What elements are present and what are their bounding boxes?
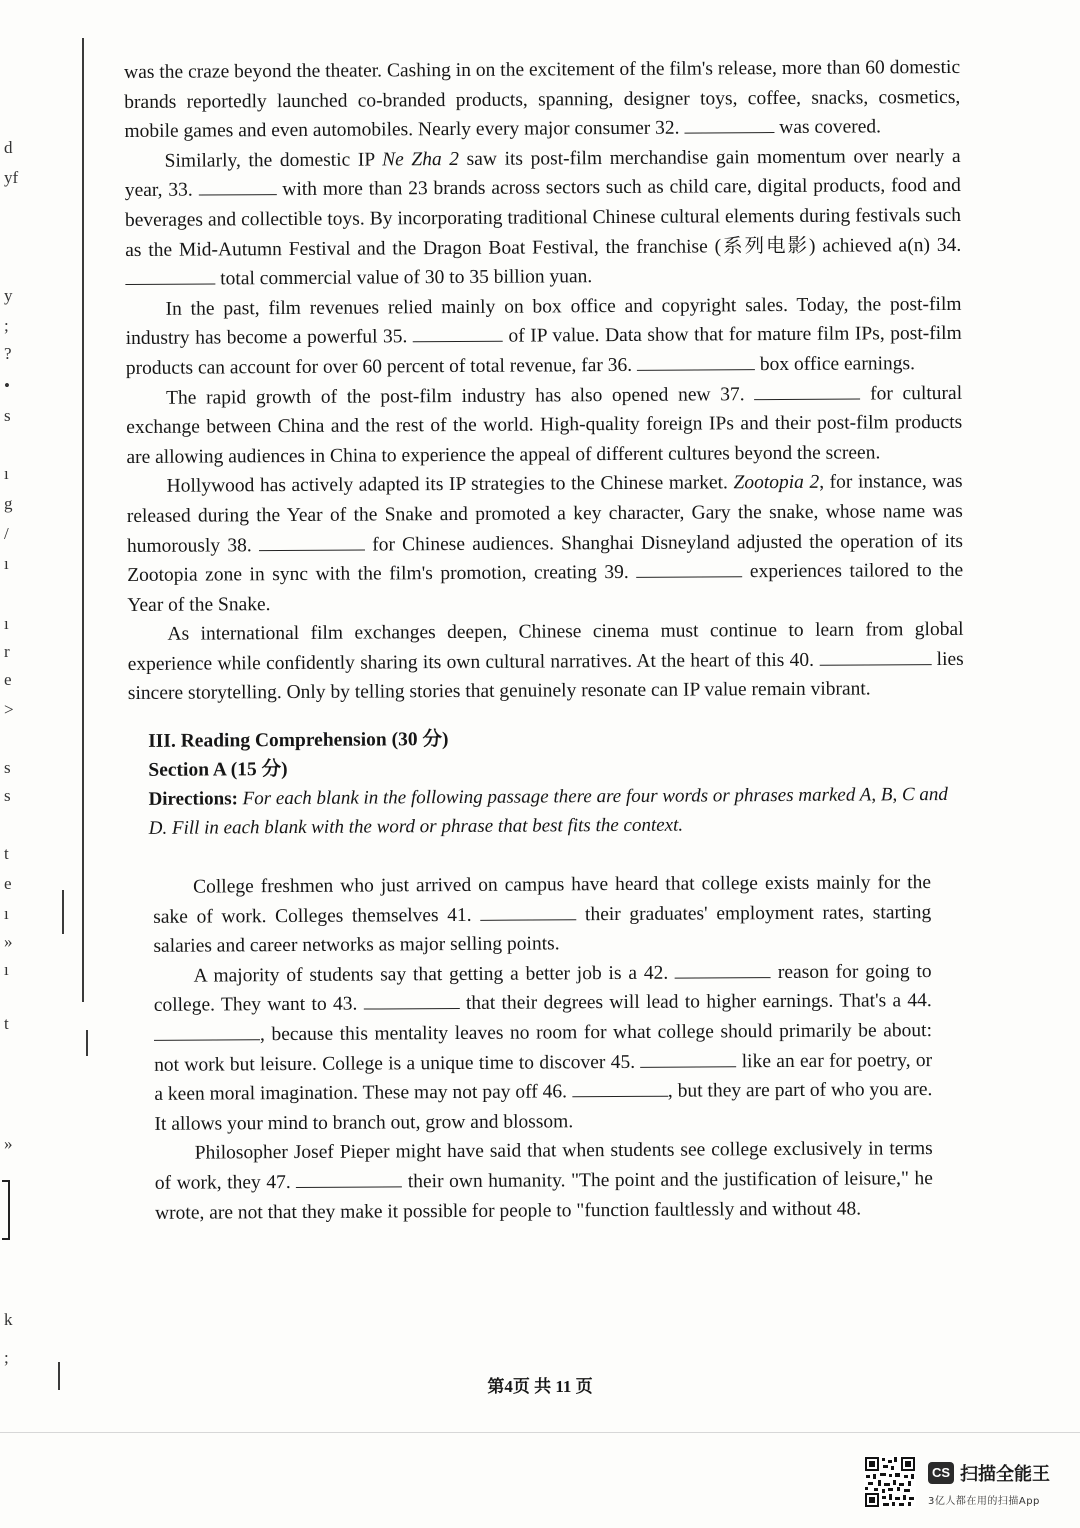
ip-title-ne-zha-2: Ne Zha 2 [381,148,460,171]
passage2-paragraph-3 [155,1134,934,1228]
exam-page-content [124,53,967,1228]
binding-line-lower [86,1030,88,1056]
directions [128,780,964,843]
passage-text: , but they are part of who you are. It allows your mind to branch out, grow and blossom. [154,1079,933,1135]
blank-47 [296,1168,402,1188]
passage-text: was covered. [779,116,882,139]
blank-39 [636,558,742,578]
blank-41 [480,901,576,921]
passage-text: experiences tailored to the Year of the Snake. [127,559,964,616]
blank-34 [125,266,215,286]
blank-35 [413,323,503,343]
binding-line-mid [62,890,64,934]
footer-divider [0,1432,1080,1433]
camscanner-logo-icon: CS [928,1462,954,1484]
passage-text: lies sincere storytelling. Only by telling stories that genuinely resonate can IP value remain vibrant. [127,648,964,705]
passage1-paragraph-1 [124,53,961,147]
margin-char: ı [4,614,9,633]
margin-char: ı [4,554,9,573]
margin-char: t [4,844,9,863]
passage-text: Hollywood has actively adapted its IP strategies to the Chinese market. [166,472,734,498]
margin-char: > [4,700,14,719]
passage2 [129,868,967,1228]
passage-text: reason for going to college. They want to 43. [153,960,932,1017]
scanner-tagline: 3亿人都在用的扫描App [928,1496,1040,1507]
margin-char: t [4,1014,9,1033]
blank-40 [819,646,931,666]
margin-char: ı [4,904,9,923]
margin-char: yf [4,168,19,187]
passage1-paragraph-6 [127,615,964,709]
passage-text: their own humanity. "The point and the justification of leisure," he wrote, are not that they make it possible for people to "function faultlessly and without 48. [154,1168,933,1224]
blank-33 [198,176,276,195]
blank-45 [640,1048,736,1068]
margin-char: ; [4,316,9,335]
binding-line-top [82,38,84,1002]
page-number: 第4页 共 11 页 [487,1377,593,1396]
margin-char: ı [4,960,9,979]
margin-char: ; [4,1348,9,1367]
left-margin-scan-artifacts [0,0,40,1528]
passage2-paragraph-2 [154,957,933,1139]
margin-char: r [4,642,10,661]
passage-text: for cultural exchange between China and the rest of the world. High-quality foreign IPs and their post-film products are allowing audiences in China to experience the appeal of different cultures beyond the screen. [126,382,963,468]
passage2-paragraph-1 [153,868,932,962]
passage-text: with more than 23 brands across sectors such as child care, digital products, food and beverages and collectible toys. By incorporating traditional Chinese cultural elements during festivals such as the Mid-Autumn Festival and the Dragon Boat Festival, the franchise (系列电影) achieved a(n) 34. [124,175,962,261]
passage-text: like an ear for poetry, or a keen moral imagination. These may not pay off 46. [154,1049,933,1106]
margin-char: s [4,406,11,425]
passage-text: that their degrees will lead to higher earnings. That's a 44. [465,990,932,1015]
margin-char: s [4,758,11,777]
blank-43 [364,990,460,1010]
margin-char: ? [4,344,12,363]
blank-36 [637,351,755,371]
blank-46 [572,1078,668,1098]
margin-char: s [4,786,11,805]
margin-char: » [4,932,13,951]
film-title-zootopia-2: Zootopia 2 [733,472,820,494]
margin-char: y [4,286,13,305]
passage1-paragraph-5 [127,467,964,620]
directions-text: For each blank in the following passage there are four words or phrases marked A, B, C and D. Fill in each blank with the word or phrase that best fits the context. [148,784,948,839]
margin-char: e [4,670,12,689]
passage1-paragraph-4 [126,378,963,472]
blank-37 [754,380,860,400]
subsection-heading: Section A (15 分) [148,759,288,781]
passage-text: Similarly, the domestic IP [164,149,383,172]
passage-text: saw its post-film merchandise gain momentum over nearly a year, 33. [124,145,961,202]
passage1-paragraph-3 [125,290,962,384]
directions-label: Directions: [148,788,238,810]
passage-text: for Chinese audiences. Shanghai Disneyland adjusted the operation of its Zootopia zone in sync with the film's promotion, creating 39. [127,530,964,587]
passage-text: was the craze beyond the theater. Cashing in on the excitement of the film's release, more than 60 domestic brands reportedly launched co-branded products, spanning, designer toys, coffee, snacks, cosmetics, mobile games and even automobiles. Nearly every major consumer 32. [124,56,961,143]
margin-char: » [4,1134,13,1153]
passage-text: , for instance, was released during the Year of the Snake and promoted a key character, Gary the snake, whose name was humorously 38. [126,471,963,557]
margin-char: d [4,138,13,157]
passage-text: their graduates' employment rates, starting salaries and career networks as major selling points. [153,901,932,958]
scanner-app-name: 扫描全能王 [960,1464,1050,1485]
passage-text: total commercial value of 30 to 35 billion yuan. [220,266,593,290]
blank-32 [684,114,774,134]
passage-text: A majority of students say that getting a better job is a 42. [193,962,669,987]
passage-text: , because this mentality leaves no room for what college should primarily be about: not work but leisure. College is a unique time to discover 45. [154,1020,933,1076]
qr-code-icon [864,1456,916,1508]
margin-char: e [4,874,12,893]
margin-char: ı [4,464,9,483]
passage-text: As international film exchanges deepen, Chinese cinema must continue to learn from global experience while confidently sharing its own cultural narratives. At the heart of this 40. [127,619,964,675]
passage-text: In the past, film revenues relied mainly on box office and copyright sales. Today, the post-film industry has become a powerful 35. [125,293,962,350]
blank-42 [675,959,771,979]
passage-text: of IP value. Data show that for mature film IPs, post-film products can account for over 60 percent of total revenue, far 36. [125,323,962,379]
margin-char: k [4,1310,13,1329]
scan-bracket-mark [2,1180,10,1240]
margin-char: / [4,524,9,543]
passage-text: College freshmen who just arrived on campus have heard that college exists mainly for the sake of work. Colleges themselves 41. [153,872,932,928]
section-heading: III. Reading Comprehension (30 分) [148,729,449,752]
passage-text: box office earnings. [759,353,916,376]
passage-text: The rapid growth of the post-film industry has also opened new 37. [166,383,745,409]
passage-text: Philosopher Josef Pieper might have said that when students see college exclusively in terms of work, they 47. [154,1138,933,1194]
passage1-paragraph-2 [125,142,962,295]
margin-char: g [4,494,13,513]
margin-char: • [4,376,10,395]
blank-44 [154,1021,260,1041]
blank-38 [259,531,365,551]
